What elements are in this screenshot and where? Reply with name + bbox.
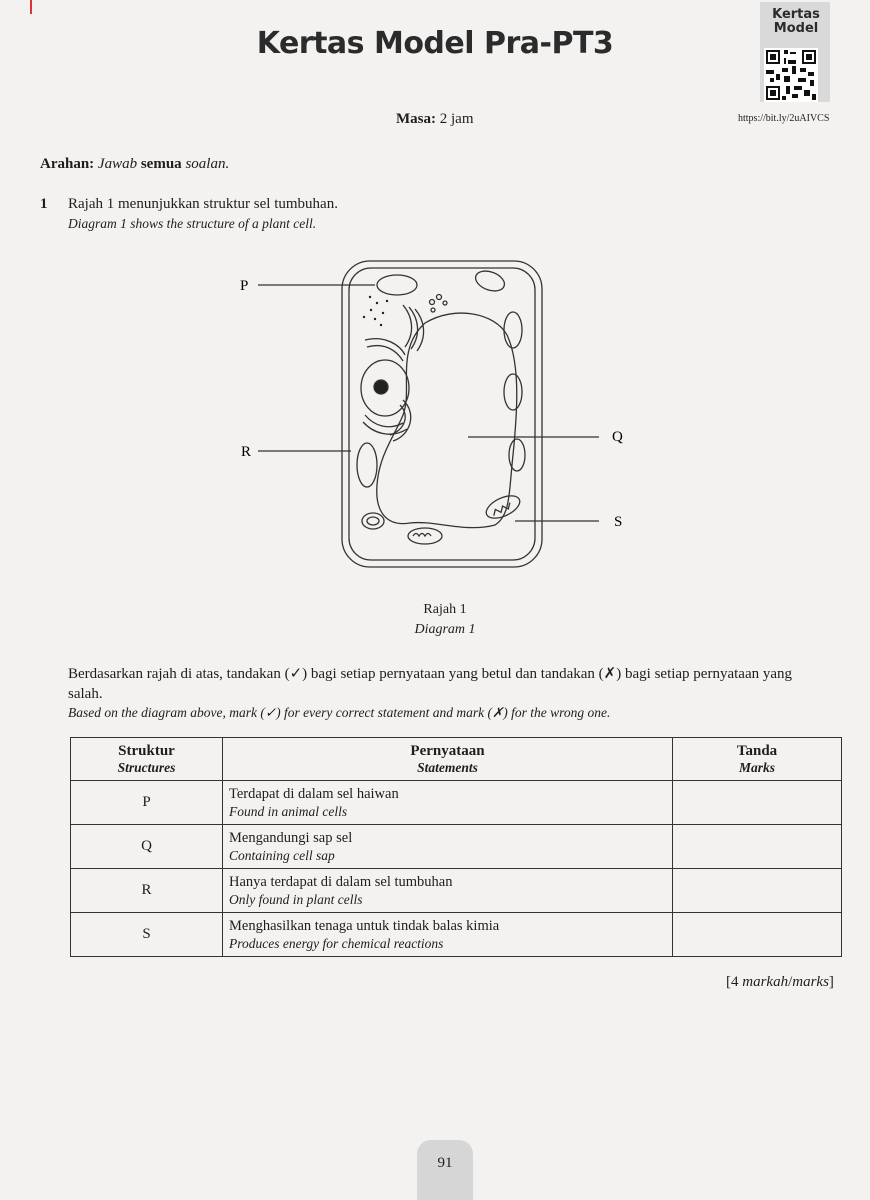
header-structures: Struktur Structures bbox=[71, 738, 223, 781]
page-number: 91 bbox=[437, 1155, 453, 1171]
mark-cell[interactable] bbox=[673, 913, 842, 957]
row-statement: Terdapat di dalam sel haiwan Found in animal cells bbox=[223, 781, 673, 825]
row-statement: Mengandungi sap sel Containing cell sap bbox=[223, 825, 673, 869]
diagram-caption-en: Diagram 1 bbox=[414, 622, 476, 637]
row-label: Q bbox=[71, 825, 223, 869]
label-p: P bbox=[240, 278, 249, 294]
mark-cell[interactable] bbox=[673, 781, 842, 825]
plant-cell-diagram bbox=[225, 255, 645, 590]
table-row bbox=[71, 913, 842, 957]
label-s: S bbox=[614, 514, 623, 530]
vacuole bbox=[377, 313, 517, 528]
qr-url[interactable]: https://bit.ly/2uAIVCS bbox=[738, 113, 830, 124]
badge-title: Kertas Model bbox=[772, 7, 820, 36]
red-margin-mark bbox=[30, 0, 32, 14]
question-text-en: Diagram 1 shows the structure of a plant cell. bbox=[68, 216, 317, 231]
table-row bbox=[71, 869, 842, 913]
cell-wall bbox=[342, 261, 542, 567]
marks-allocation: [4 markah/marks] bbox=[726, 974, 834, 990]
instructions: Arahan: Jawab semua soalan. bbox=[40, 156, 230, 172]
diagram-caption-ms: Rajah 1 bbox=[423, 602, 467, 617]
page-title: Kertas Model Pra-PT3 bbox=[256, 26, 614, 61]
table-row bbox=[71, 781, 842, 825]
answer-table bbox=[70, 737, 842, 957]
table-row bbox=[71, 825, 842, 869]
row-label: R bbox=[71, 869, 223, 913]
mark-cell[interactable] bbox=[673, 825, 842, 869]
duration: Masa: 2 jam bbox=[396, 111, 474, 127]
question-text-ms: Rajah 1 menunjukkan struktur sel tumbuhan. bbox=[68, 196, 338, 212]
label-r: R bbox=[241, 444, 252, 460]
question-number: 1 bbox=[40, 196, 48, 212]
mark-cell[interactable] bbox=[673, 869, 842, 913]
instruction-en: Based on the diagram above, mark (✓) for every correct statement and mark (✗) for the wrong one. bbox=[68, 705, 611, 720]
row-statement: Hanya terdapat di dalam sel tumbuhan Only found in plant cells bbox=[223, 869, 673, 913]
row-label: S bbox=[71, 913, 223, 957]
row-statement: Menghasilkan tenaga untuk tindak balas kimia Produces energy for chemical reactions bbox=[223, 913, 673, 957]
label-q: Q bbox=[612, 429, 623, 445]
instruction-ms: Berdasarkan rajah di atas, tandakan (✓) bagi setiap pernyataan yang betul dan tandakan (✗) bagi setiap pernyataan yang salah. bbox=[68, 666, 793, 702]
table-header-row bbox=[71, 738, 842, 781]
header-marks: Tanda Marks bbox=[673, 738, 842, 781]
row-label: P bbox=[71, 781, 223, 825]
header-statements: Pernyataan Statements bbox=[223, 738, 673, 781]
